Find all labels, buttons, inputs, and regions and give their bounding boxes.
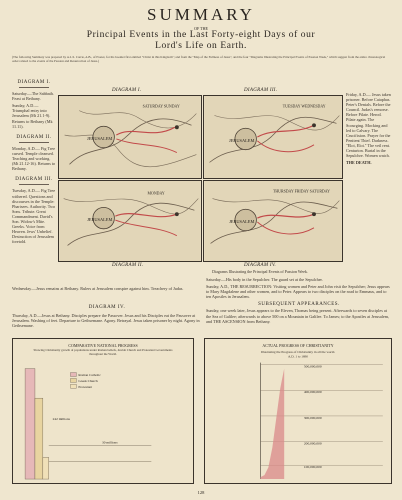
chart-right-subtitle-2: A.D. 1 to 1890 xyxy=(288,354,308,359)
map-2 xyxy=(59,181,201,261)
page-number: 128 xyxy=(197,490,205,495)
left-column xyxy=(12,78,56,244)
chart-right-label-1: 500,000,000 xyxy=(303,364,322,369)
event-saturday: Saturday.—The Sabbath. Feast at Bethany. xyxy=(12,91,54,102)
diagram-1-label: DIAGRAM I. xyxy=(112,88,142,93)
chart-left-title: COMPARATIVE NATIONAL PROGRESS xyxy=(68,342,138,348)
event-subsequent: Sunday, one week later, Jesus appears to the Eleven, Thomas being present. Afterwards to seven disciples at the Sea of Galilee; afterwards to above 500 on a Mountain in Galilee. To James; to the Apostles at Jerusalem, and THE ASCENSION from Bethany. xyxy=(206,308,390,324)
event-thursday: Thursday, A.D.—Jesus at Bethany. Disciples prepare the Passover. Jesus and his Disciples eat the Passover at Jerusalem. Washing of feet. Departure to Gethsemane. Agony. Betrayal. Jesus taken prisoner by night. Agony in Gethsemane. xyxy=(12,313,200,329)
legend-swatch-1 xyxy=(70,373,76,377)
divider xyxy=(19,142,49,143)
chart-right-label-2: 400,000,000 xyxy=(303,390,322,395)
event-saturday-sepulcher: Saturday.—His body in the Sepulcher. The guard set at the Sepulcher. xyxy=(206,277,323,282)
chart-left-subtitle: Showing Christianity growth of populations under Roman beliefs, Jewish Church and Protestant Governments throughout the World. xyxy=(33,348,173,356)
resurrection-column xyxy=(206,277,392,324)
city-label: JERUSALEM xyxy=(87,217,113,222)
diagram-2-label: DIAGRAM II. xyxy=(112,263,144,268)
page-subtitle xyxy=(0,30,402,52)
event-friday: Friday, A.D.— Jesus taken prisoner. Before Caiaphas. Peter's Denials. Before the Council. Judas's remorse. Before Pilate. Herod. Pilate again. The Scourging. Mocking and led to Calvary. The Crucifixion. Prayer for the Penitent Thief. Darkness. "Eloi, Eloi." The veil rent. Centurion. Burial in the Sepulchre. Women watch. xyxy=(346,92,391,159)
diagram-panel-4 xyxy=(203,180,343,262)
intro-paragraph: (The following Summary was prepared by A.L.S. Carrie, A.B., of Exeter, for his booklet first entitled "Christ in this Kingdom"; and from the "Map of the Fullness of Jesus", and the four "Diagrams Illustrating the Principal Events of Passion Week," which suggest from the entire chronological order related to the events of the Passion and Resurrection of Jesus.) xyxy=(12,55,386,63)
chart-left-label-2: 30 millions xyxy=(102,440,118,445)
protestant-bar xyxy=(43,457,49,479)
left-heading-diagram-1: DIAGRAM I. xyxy=(17,80,51,85)
diagram-panel-3 xyxy=(203,95,343,179)
panel-4-days: THURSDAY FRIDAY SATURDAY xyxy=(273,189,331,194)
diagram-4-label: DIAGRAM IV. xyxy=(244,263,277,268)
map-3 xyxy=(204,96,342,178)
map-4 xyxy=(204,181,342,261)
divider xyxy=(19,87,49,88)
chart-right-subtitle: Illustrating the Progress of Christianity in all the world. xyxy=(260,349,336,354)
subtitle-line-2: Lord's Life on Earth. xyxy=(155,41,247,51)
event-tuesday: Tuesday, A.D.— Fig Tree withered. Questions and discourses in the Temple: Pharisees. Authority. Two Sons. Tribute. Great Commandment. David's Son. Widow's Mite. Greeks. Voice from Heaven. Jews' Unbelief. Destruction of Jerusalem foretold. xyxy=(12,188,56,245)
diagram-iv-heading: DIAGRAM IV. xyxy=(88,305,126,310)
event-wednesday: Wednesday.—Jesus remains at Bethany. Rulers at Jerusalem conspire against him. Treachery of Judas. xyxy=(12,286,184,291)
event-monday: Monday, A.D.— Fig Tree cursed. Temple cleansed. Teaching and working. (Mt 21.12-16). Returns to Bethany. xyxy=(12,145,56,172)
diagrams-caption: Diagrams Illustrating the Principal Events of Passion Week. xyxy=(212,269,308,274)
legend-label-2: Greek Church xyxy=(78,378,98,383)
left-heading-diagram-3: DIAGRAM III. xyxy=(15,177,53,183)
panel-3-days: TUESDAY WEDNESDAY xyxy=(282,104,326,109)
city-label: JERUSALEM xyxy=(229,218,255,224)
panel-2-days: MONDAY xyxy=(147,191,165,196)
map-1 xyxy=(59,96,201,178)
title-of: OF THE xyxy=(194,26,208,31)
panel-1-days: SATURDAY SUNDAY xyxy=(142,104,180,109)
chart-right-label-4: 200,000,000 xyxy=(303,441,322,446)
diagram-panel-1 xyxy=(58,95,202,179)
chart-right-title: ACTUAL PROGRESS OF CHRISTIANITY xyxy=(262,342,334,348)
actual-chart-svg xyxy=(205,339,391,483)
legend-label-3: Protestant xyxy=(78,384,93,389)
event-friday-death: THE DEATH. xyxy=(346,160,372,166)
roman-catholic-bar xyxy=(25,369,35,479)
subsequent-appearances-heading: SUBSEQUENT APPEARANCES. xyxy=(258,302,340,308)
wednesday-paragraph xyxy=(12,286,202,291)
comparative-chart-svg xyxy=(13,339,193,483)
divider xyxy=(19,184,49,185)
chart-left-label-1: 242 millions xyxy=(52,416,70,421)
comparative-progress-chart xyxy=(12,338,194,484)
diagram-panel-2 xyxy=(58,180,202,262)
legend-swatch-3 xyxy=(70,384,76,388)
event-resurrection: Sunday, A.D., THE RESURRECTION: Visiting women and Peter and John visit the Sepulcher; Jesus appears to Mary Magdalene and other women, and to Peter. Appears to two disciples on the road to Emmaus, and to ten Apostles in Jerusalem. xyxy=(206,284,390,300)
diagram-3-label: DIAGRAM III. xyxy=(244,88,278,93)
city-label: JERUSALEM xyxy=(229,137,255,143)
chart-right-label-5: 100,000,000 xyxy=(303,465,322,470)
page-title: SUMMARY xyxy=(147,5,255,24)
legend-swatch-2 xyxy=(70,378,76,382)
legend-label-1: Roman Catholic xyxy=(78,372,101,377)
subtitle-line-1: Principal Events in the Last Forty-eight Days of our xyxy=(86,30,316,40)
left-heading-diagram-2: DIAGRAM II. xyxy=(16,134,52,140)
greek-church-bar xyxy=(35,398,43,479)
event-sunday: Sunday, A.D.— Triumphal entry into Jerusalem (Mt 21.1-9). Returns to Bethany (Mk 11.11). xyxy=(12,103,53,129)
city-label: JERUSALEM xyxy=(87,135,113,141)
chart-right-label-3: 300,000,000 xyxy=(303,415,322,420)
right-column xyxy=(346,92,392,165)
thursday-paragraph xyxy=(12,313,202,328)
actual-progress-chart xyxy=(204,338,392,484)
